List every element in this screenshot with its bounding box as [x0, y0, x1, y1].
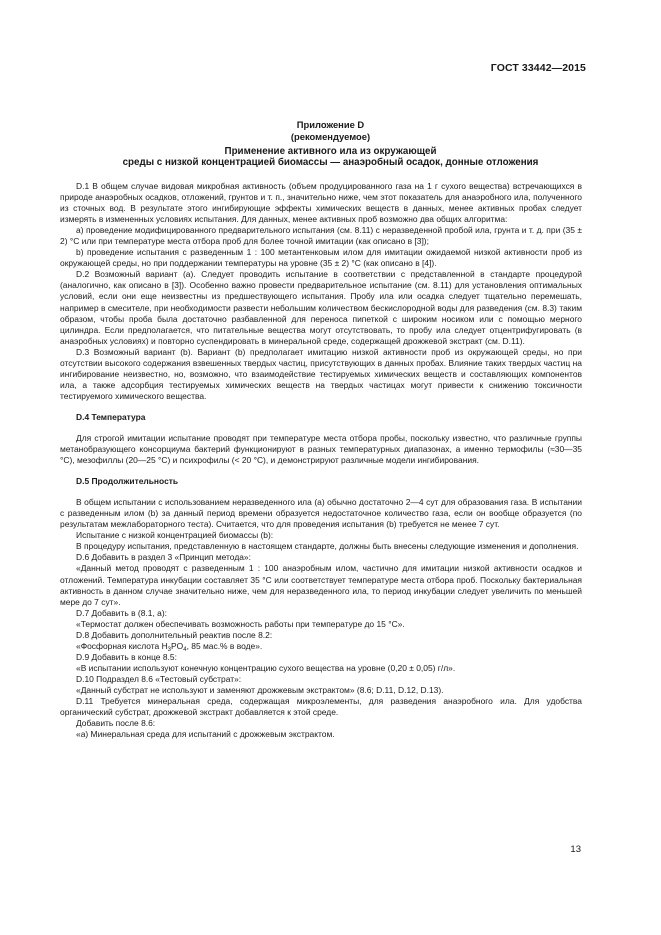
paragraph-d11-after: Добавить после 8.6:	[76, 718, 156, 729]
paragraph-d7-quote: «Термостат должен обеспечивать возможность работы при температуре до 15 °С».	[76, 618, 405, 629]
paragraph-d1: D.1 В общем случае видовая микробная активность (объем продуцированного газа на 1 г сухого вещества) встречающихся в природе анаэробных осадков, отложений, грунтов и т. п., значительно ниже, чем этот показатель для анаэробного ила, полученного из сточных вод. В результате этого ингибирующие эффекты химических веществ в данных, менее активных пробах следует измерять в измененных условиях испытания. Для данных, менее активных проб возможно два общих алгоритма:	[60, 181, 582, 225]
main-title-line1: Применение активного ила из окружающей	[224, 146, 437, 157]
paragraph-d4: Для строгой имитации испытание проводят при температуре места отбора пробы, поскольку известно, что различные группы метанобразующего консорциума бактерий функционируют в разных температурных диапазонах, а именно термофилы (≈30—35 °С), мезофиллы (20—25 °С) и психрофилы (< 20 °С), и демонстрируют различные модели ингибирования.	[60, 432, 582, 466]
d8-quote-pre: «Фосфорная кислота H	[76, 640, 168, 651]
standard-code: ГОСТ 33442—2015	[490, 62, 586, 74]
paragraph-d2: D.2 Возможный вариант (a). Следует проводить испытание в соответствии с представленной в стандарте процедурой (аналогично, как описано в [3]). Особенно важно провести предварительное испытание (см. 8.11) для установления оптимальных условий, если они еще неизвестны из предшествующего испытания. Пробу ила или осадка следует тщательно перемешать, например в смесителе, при необходимости развести небольшим количеством бескислородной воды для разведения (см. 8.3) таким образом, чтобы проба была достаточно разбавленной для переноса пипеткой с широким носиком или с помощью мерного цилиндра. Если предполагается, что питательные вещества могут отсутствовать, то пробу ила следует отцентрифугировать (в анаэробных условиях) и повторно суспендировать в минеральной среде, содержащей дрожжевой экстракт (см. D.11).	[60, 269, 582, 346]
d8-quote-post: , 85 мас.% в воде».	[186, 640, 263, 651]
paragraph-d8-quote	[60, 641, 582, 652]
paragraph-d9: D.9 Добавить в конце 8.5:	[76, 651, 177, 662]
d8-quote-mid: PO	[171, 640, 184, 651]
paragraph-d5: В общем испытании с использованием неразведенного ила (a) обычно достаточно 2—4 сут для образования газа. В испытании с разведенным илом (b) за данный период времени образуется недостаточное количество газа, если он вообще образуется (по результатам межлабораторного теста). Считается, что для проведения испытания (b) требуется не менее 7 сут.	[60, 497, 582, 530]
d8-sub-3: 3	[167, 646, 172, 653]
paragraph-d1a: a) проведение модифицированного предварительного испытания (см. 8.11) с неразведенной пробой ила, грунта и т. д. при (35 ± 2) °С или при температуре места отбора проб для более точной имитации (как описано в [3]);	[60, 225, 582, 247]
paragraph-d7: D.7 Добавить в (8.1, a):	[76, 607, 168, 618]
paragraph-d11: D.11 Требуется минеральная среда, содержащая микроэлементы, для разведения анаэробного ила. Для удобства органический субстрат, дрожжевой экстракт добавляется к этой среде.	[60, 696, 582, 718]
paragraph-d9-quote: «В испытании используют конечную концентрацию сухого вещества на уровне (0,20 ± 0,05) г/л».	[76, 662, 456, 673]
paragraph-d10-quote: «Данный субстрат не используют и заменяют дрожжевым экстрактом» (8.6; D.11, D.12, D.13).	[76, 684, 444, 695]
paragraph-d8: D.8 Добавить дополнительный реактив после 8.2:	[76, 629, 273, 640]
appendix-status: (рекомендуемое)	[290, 131, 371, 142]
paragraph-d3: D.3 Возможный вариант (b). Вариант (b) предполагает имитацию низкой активности проб из окружающей среды, но при отсутствии высокого содержания взвешенных твердых частиц, присутствующих в данных пробах. Влияние таких твердых частиц на ингибирование неизвестно, но, возможно, что взаимодействие тестируемых химических веществ и составляющих компонентов ила, а также адсорбция тестируемых химических веществ на твердых частицах могут привести к снижению токсичности тестируемого химического вещества.	[60, 346, 582, 401]
heading-d5: D.5 Продолжительность	[76, 476, 179, 487]
paragraph-d6-quote: «Данный метод проводят с разведенным 1 : 100 анаэробным илом, частично для имитации низкой активности осадков и отложений. Температура инкубации составляет 35 °С или соответствует температуре места отбора проб. Поскольку бактериальная активность в данном случае значительно ниже, чем для неразведенного ила, то период инкубации следует увеличить по меньшей мере до 7 сут».	[60, 563, 582, 607]
paragraph-d1b: b) проведение испытания с разведенным 1 : 100 метантенковым илом для имитации ожидаемой низкой активности проб из окружающей среды, но при поддержании температуры на уровне (35 ± 2) °С (как описано в [4]).	[60, 247, 582, 269]
appendix-title: Приложение D	[296, 119, 365, 130]
paragraph-d5-changes: В процедуру испытания, представленную в настоящем стандарте, должны быть внесены следующие изменения и дополнения.	[76, 541, 579, 552]
paragraph-d11-quote: «a) Минеральная среда для испытаний с дрожжевым экстрактом.	[76, 729, 335, 740]
heading-d4: D.4 Температура	[76, 411, 146, 422]
d8-sub-4: 4	[183, 646, 187, 653]
paragraph-d5-low: Испытание с низкой концентрацией биомассы (b):	[76, 530, 274, 541]
document-body	[60, 181, 582, 740]
paragraph-d10: D.10 Подраздел 8.6 «Тестовый субстрат»:	[76, 673, 242, 684]
page-number: 13	[570, 844, 581, 855]
main-title-line2: среды с низкой концентрацией биомассы — анаэробный осадок, донные отложения	[122, 157, 539, 168]
paragraph-d6: D.6 Добавить в раздел 3 «Принцип метода»:	[76, 552, 251, 563]
